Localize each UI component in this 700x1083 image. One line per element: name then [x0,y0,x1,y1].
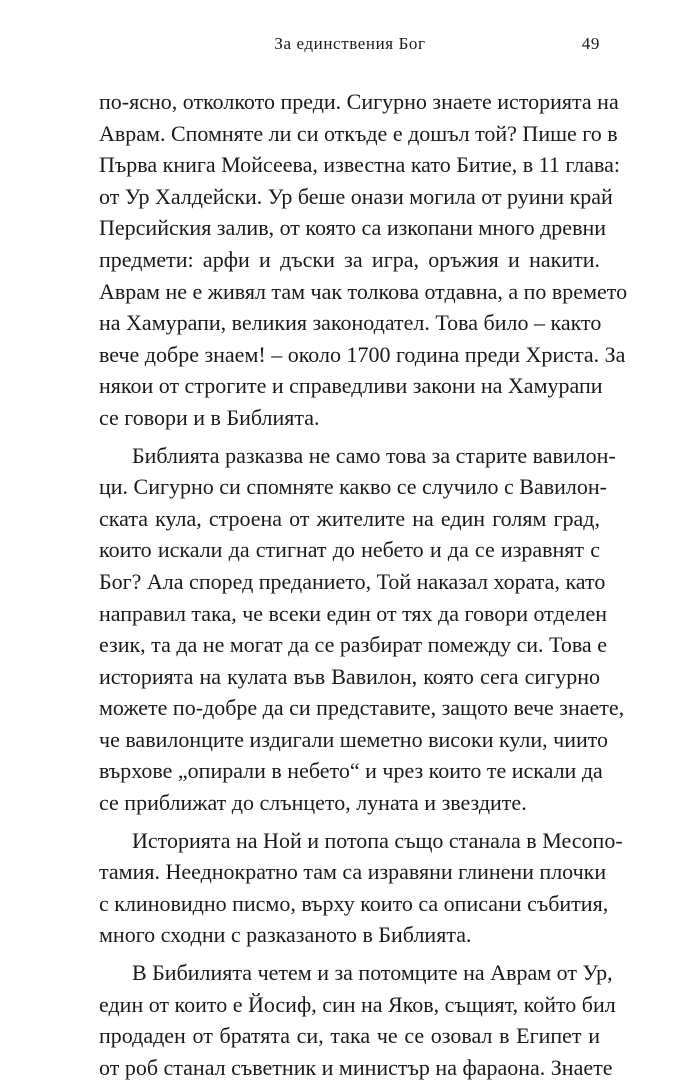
running-header [100,34,600,58]
page-number: 49 [581,34,600,53]
text-line: много сходни с разказаното в Библията. [99,922,472,948]
text-line: които искали да стигнат до небето и да се изравнят с [99,537,600,563]
text-line: език, та да не могат да се разбират помежду си. Това е [99,632,607,658]
text-line: ската кула, строена от жителите на един голям град, [99,505,600,531]
text-line: с клиновидно писмо, върху които са описани събития, [99,890,609,916]
paragraph [99,440,625,819]
text-line: можете по-добре да си представите, защото вече знаете, [99,695,625,721]
paragraph [99,86,628,434]
text-line: предмети: арфи и дъски за игра, оръжия и накити. [99,246,600,272]
text-line: че вавилонците издигали шеметно високи кули, чиито [99,726,609,752]
text-line: по-ясно, отколкото преди. Сигурно знаете историята на [99,89,619,114]
text-line: Бог? Ала според преданието, Той наказал хората, като [99,568,606,594]
text-line: на Хамурапи, великия законодател. Това било – както [99,310,602,336]
text-line: някои от строгите и справедливи закони на Хамурапи [99,373,603,399]
text-line: Аврам. Спомняте ли си откъде е дошъл той? Пише го в [99,120,618,146]
text-line: се говори и в Библията. [99,404,320,430]
text-line: се приближат до слънцето, луната и звездите. [99,790,527,816]
text-line: Историята на Ной и потопа също станала в Месопо- [132,827,623,853]
body-text [99,86,628,1083]
text-line: Библията разказва не само това за старите вавилон- [132,442,616,468]
text-line: Аврам не е живял там чак толкова отдавна, а по времето [99,278,628,304]
text-line: от Ур Халдейски. Ур беше онази могила от руини край [99,183,613,209]
text-line: направил така, че всеки един от тях да говори отделен [99,600,607,626]
text-line: ци. Сигурно си спомняте какво се случило с Вавилон- [99,474,607,500]
running-title: За единствения Бог [274,34,426,53]
text-line: вече добре знаем! – около 1700 година преди Христа. За [99,341,626,367]
text-line: тамия. Нееднократно там са изравяни глинени плочки [99,859,607,885]
paragraph [99,825,623,951]
text-line: Първа книга Мойсеева, известна като Битие, в 11 глава: [99,152,620,178]
text-line: от роб станал съветник и министър на фараона. Знаете [99,1054,613,1080]
text-line: върхове „опирали в небето“ и чрез които те искали да [99,758,603,784]
text-line: един от които е Йосиф, син на Яков, същият, който бил [99,991,616,1017]
text-line: В Бибилията четем и за потомците на Аврам от Ур, [132,960,613,986]
paragraph [99,957,616,1083]
text-line: историята на кулата във Вавилон, която сега сигурно [99,663,600,689]
text-line: Персийския залив, от която са изкопани много древни [99,215,606,241]
text-line: продаден от братята си, така че се озовал в Египет и [99,1023,600,1049]
